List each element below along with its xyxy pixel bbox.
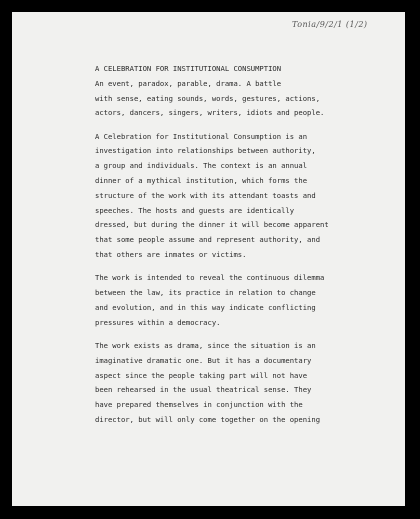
text-line: speeches. The hosts and guests are identically — [95, 205, 295, 215]
text-line: actors, dancers, singers, writers, idiots and people. — [95, 108, 325, 118]
text-line: imaginative dramatic one. But it has a documentary — [95, 355, 312, 365]
text-line: and evolution, and in this way indicate conflicting — [95, 302, 316, 312]
paragraph-drama — [95, 339, 395, 428]
text-line: that some people assume and represent authority, and — [95, 235, 321, 245]
typewritten-page — [12, 12, 405, 506]
text-line: aspect since the people taking part will not have — [95, 370, 308, 380]
text-line: director, but will only come together on the opening — [95, 415, 321, 425]
text-line: between the law, its practice in relation to change — [95, 288, 316, 298]
text-line: An event, paradox, parable, drama. A battle — [95, 78, 282, 88]
document-title: A CELEBRATION FOR INSTITUTIONAL CONSUMPTION — [95, 64, 282, 73]
text-line: have prepared themselves in conjunction with the — [95, 400, 303, 410]
text-line: The work is intended to reveal the continuous dilemma — [95, 273, 325, 283]
paragraph-intro — [95, 77, 395, 121]
text-line: been rehearsed in the usual theatrical sense. They — [95, 385, 312, 395]
paragraph-intent — [95, 271, 395, 330]
text-line: dinner of a mythical institution, which forms the — [95, 176, 308, 186]
text-line: a group and individuals. The context is an annual — [95, 161, 308, 171]
text-line: investigation into relationships between authority, — [95, 146, 316, 156]
text-line: pressures within a democracy. — [95, 317, 221, 327]
text-line: A Celebration for Institutional Consumption is an — [95, 131, 308, 141]
handwritten-annotation: Tonia/9/2/1 (1/2) — [292, 20, 368, 29]
text-line: with sense, eating sounds, words, gestures, actions, — [95, 93, 321, 103]
text-line: dressed, but during the dinner it will become apparent — [95, 220, 329, 230]
paragraph-description — [95, 130, 395, 263]
document-body — [95, 62, 395, 428]
text-line: that others are inmates or victims. — [95, 250, 247, 260]
text-line: The work exists as drama, since the situation is an — [95, 341, 316, 351]
text-line: structure of the work with its attendant toasts and — [95, 190, 316, 200]
